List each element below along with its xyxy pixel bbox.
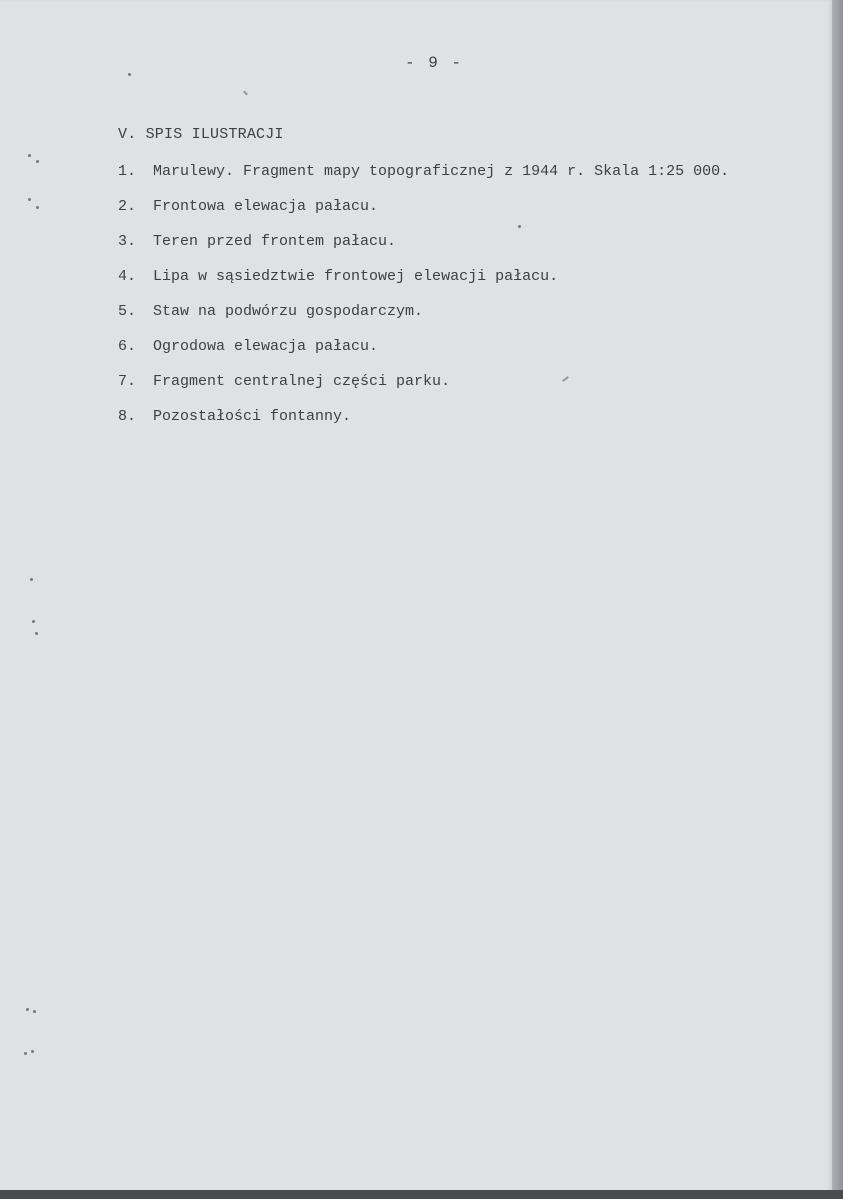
paper-speck: [31, 1050, 34, 1053]
paper-speck: [30, 578, 33, 581]
item-number: 4.: [118, 268, 137, 285]
paper-speck: [35, 632, 38, 635]
page-number: - 9 -: [405, 54, 464, 72]
item-text: Marulewy. Fragment mapy topograficznej z 1944 r. Skala 1:25 000.: [153, 163, 730, 180]
item-text: Ogrodowa elewacja pałacu.: [153, 338, 379, 355]
item-text: Frontowa elewacja pałacu.: [153, 198, 379, 215]
item-text: Teren przed frontem pałacu.: [153, 233, 397, 250]
paper-speck: [28, 154, 31, 157]
paper-speck: [26, 1008, 29, 1011]
item-text: Lipa w sąsiedztwie frontowej elewacji pałacu.: [153, 268, 559, 285]
list-item: [118, 370, 729, 405]
item-number: 5.: [118, 303, 137, 320]
paper-speck: [128, 73, 131, 76]
item-number: 1.: [118, 163, 137, 180]
paper-speck: [36, 160, 39, 163]
item-number: 7.: [118, 373, 137, 390]
item-text: Staw na podwórzu gospodarczym.: [153, 303, 424, 320]
section-title: V. SPIS ILUSTRACJI: [118, 126, 284, 143]
item-number: 8.: [118, 408, 137, 425]
list-item: [118, 230, 729, 265]
item-number: 2.: [118, 198, 137, 215]
page-edge: [832, 0, 843, 1199]
paper-speck: [33, 1010, 36, 1013]
list-item: [118, 405, 729, 440]
item-number: 3.: [118, 233, 137, 250]
list-item: [118, 195, 729, 230]
paper-speck: [32, 620, 35, 623]
list-item: [118, 160, 729, 195]
item-text: Pozostałości fontanny.: [153, 408, 352, 425]
paper-speck: [28, 198, 31, 201]
paper-speck: [24, 1052, 27, 1055]
item-number: 6.: [118, 338, 137, 355]
paper-speck: [518, 225, 521, 228]
list-item: [118, 300, 729, 335]
item-text: Fragment centralnej części parku.: [153, 373, 451, 390]
list-item: [118, 265, 729, 300]
illustration-list: [118, 160, 729, 440]
list-item: [118, 335, 729, 370]
paper-mark: [243, 91, 248, 96]
paper-speck: [36, 206, 39, 209]
bottom-edge: [0, 1190, 843, 1199]
